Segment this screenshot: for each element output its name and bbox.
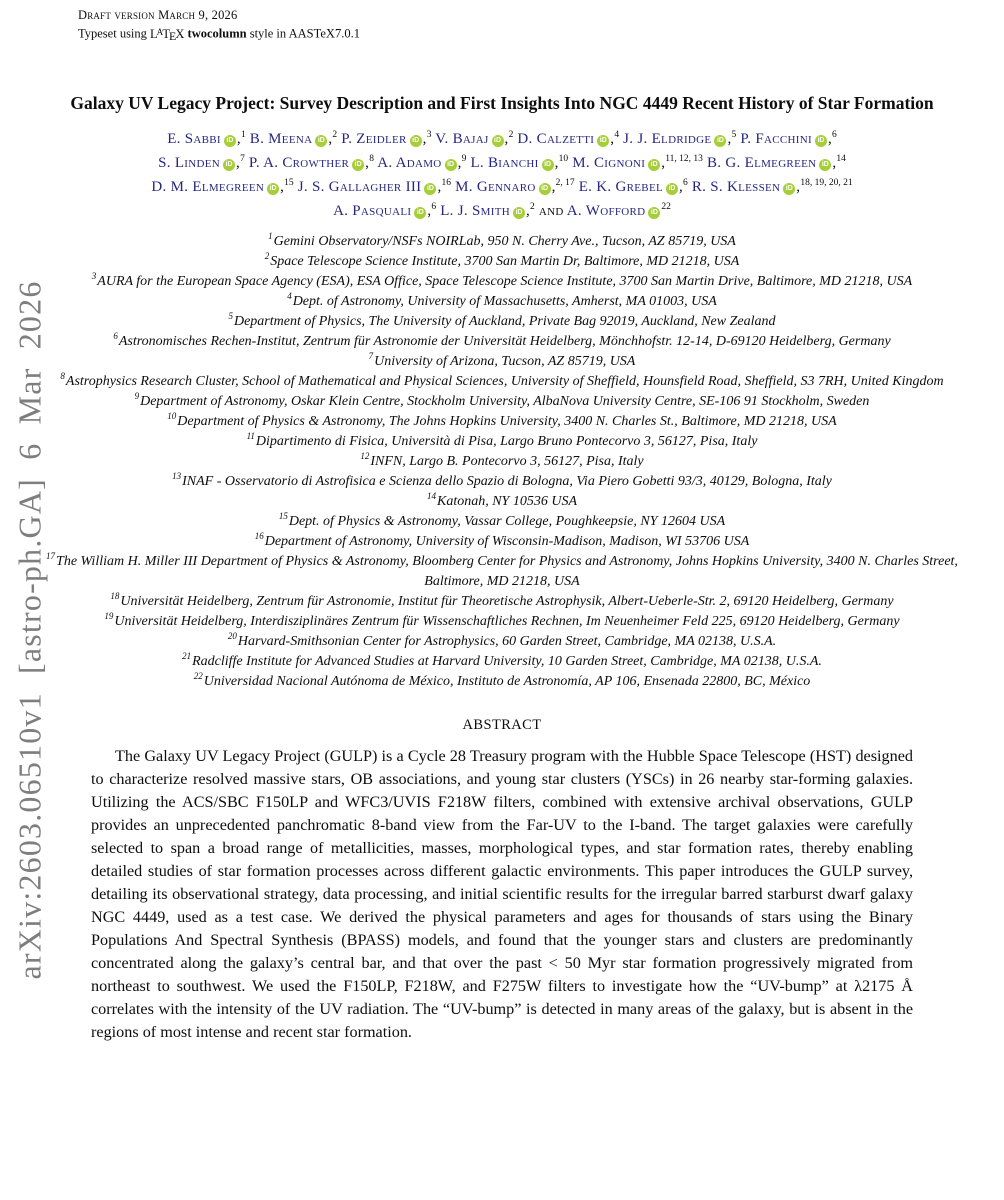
author-name: V. Bajaj	[435, 131, 489, 147]
author-affiliation-number: 6	[832, 130, 837, 140]
orcid-icon[interactable]: iD	[597, 135, 609, 147]
typeset-style-name: twocolumn	[184, 26, 247, 41]
affiliation: $^2$Space Telescope Science Institute, 3700 San Martin Dr, Baltimore, MD 21218, USA	[264, 251, 740, 269]
author-affiliation-number: 2	[508, 130, 514, 140]
orcid-icon[interactable]: iD	[445, 159, 457, 171]
affiliation: $^9$Department of Astronomy, Oskar Klein Centre, Stockholm University, AlbaNova University Centre, SE-106 91 Stockholm, Sweden	[134, 391, 870, 409]
affiliation-number: 20	[227, 631, 237, 642]
affiliation-number: 10	[167, 411, 177, 422]
author-name: B. Meena	[249, 131, 313, 147]
author-affiliation-number: 18, 19, 20, 21	[800, 178, 853, 188]
affiliation-number: 22	[193, 671, 203, 682]
author-affiliation-number: 16	[441, 178, 452, 188]
affiliation-number: 12	[360, 451, 370, 462]
author: R. S. Klessen iD ,$^{18, 19, 20, 21}$	[691, 178, 853, 195]
typeset-suffix: style in AASTeX7.0.1	[246, 26, 360, 41]
affiliation: $^{18}$Universität Heidelberg, Zentrum für Astronomie, Institut für Theoretische Astrophysik, Albert-Ueberle-Str. 2, 69120 Heidelberg, Germany	[110, 591, 894, 609]
affiliation-number: 6	[113, 331, 118, 342]
orcid-icon[interactable]: iD	[542, 159, 554, 171]
author: B. G. Elmegreen iD ,$^{14}$	[706, 154, 846, 171]
affiliation: $^{13}$INAF - Osservatorio di Astrofisica e Scienza dello Spazio di Bologna, Via Piero Gobetti 93/3, 40129, Bologna, Italy	[172, 471, 832, 489]
author-affiliation-number: 2	[332, 130, 338, 140]
author-affiliation-number: 9	[461, 154, 467, 164]
author-affiliation-number: 14	[836, 154, 846, 164]
affiliation-number: 19	[104, 611, 114, 622]
author-line	[0, 199, 1004, 223]
author-affiliation-number: 5	[731, 130, 737, 140]
author-name: A. Wofford	[566, 203, 646, 219]
orcid-icon[interactable]: iD	[648, 159, 660, 171]
author-affiliation-number: 11, 12, 13	[665, 154, 703, 164]
author-name: P. Zeidler	[341, 131, 407, 147]
author: M. Gennaro iD ,$^{2, 17}$	[455, 178, 575, 195]
author-name: D. Calzetti	[517, 131, 595, 147]
affiliation: $^4$Dept. of Astronomy, University of Massachusetts, Amherst, MA 01003, USA	[287, 291, 717, 309]
orcid-icon[interactable]: iD	[648, 207, 660, 219]
author: D. Calzetti iD ,$^4$	[517, 130, 620, 147]
author: A. Adamo iD ,$^9$	[377, 154, 467, 171]
orcid-icon[interactable]: iD	[714, 135, 726, 147]
affiliation-number: 13	[172, 471, 182, 482]
affiliation-number: 14	[426, 491, 436, 502]
arxiv-identifier-banner: arXiv:2603.06510v1 [astro-ph.GA] 6 Mar 2026	[11, 280, 48, 980]
author-name: L. Bianchi	[470, 155, 539, 171]
paper-title: Galaxy UV Legacy Project: Survey Description and First Insights Into NGC 4449 Recent History of Star Formation	[70, 93, 934, 113]
affiliation: $^{11}$Dipartimento di Fisica, Università di Pisa, Largo Bruno Pontecorvo 3, 56127, Pisa, Italy	[246, 431, 758, 449]
affiliation-number: 7	[368, 351, 374, 362]
author-affiliation-number: 6	[431, 202, 437, 212]
orcid-icon[interactable]: iD	[410, 135, 422, 147]
author-list	[0, 127, 1004, 223]
author-name: M. Gennaro	[455, 179, 536, 195]
affiliation-list	[37, 232, 967, 692]
affiliation: $^3$AURA for the European Space Agency (ESA), ESA Office, Space Telescope Science Institute, 3700 San Martin Drive, Baltimore, MD 21218, USA	[91, 271, 913, 289]
author-affiliation-number: 6	[683, 178, 688, 188]
author-affiliation-number: 3	[426, 130, 432, 140]
author-affiliation-number: 7	[240, 154, 245, 164]
affiliation: $^5$Department of Physics, The University of Auckland, Private Bag 92019, Auckland, New Zealand	[228, 311, 776, 329]
affiliation-number: 15	[278, 511, 288, 522]
author: E. K. Grebel iD ,$^6$	[578, 178, 688, 195]
author-name: L. J. Smith	[440, 203, 510, 219]
author: V. Bajaj iD ,$^2$	[435, 130, 514, 147]
author: E. Sabbi iD ,$^1$	[167, 130, 246, 147]
author-affiliation-number: 8	[369, 154, 374, 164]
author-line	[0, 175, 1004, 199]
author-name: E. K. Grebel	[578, 179, 663, 195]
author-name: J. J. Eldridge	[623, 131, 712, 147]
author-name: R. S. Klessen	[691, 179, 781, 195]
author-name: M. Cignoni	[572, 155, 646, 171]
orcid-icon[interactable]: iD	[539, 183, 551, 195]
affiliation: $^{14}$Katonah, NY 10536 USA	[426, 491, 577, 509]
author: P. Zeidler iD ,$^3$	[341, 130, 432, 147]
affiliation: $^{20}$Harvard-Smithsonian Center for Astrophysics, 60 Garden Street, Cambridge, MA 02138, U.S.A.	[227, 631, 777, 649]
affiliation-number: 21	[182, 651, 192, 662]
author-affiliation-number: 15	[284, 178, 294, 188]
affiliation-number: 18	[110, 591, 120, 602]
affiliation-number: 2	[264, 251, 270, 262]
draft-version-line: Draft version March 9, 2026	[78, 8, 238, 22]
author-name: D. M. Elmegreen	[151, 179, 265, 195]
orcid-icon[interactable]: iD	[224, 135, 236, 147]
affiliation: $^{12}$INFN, Largo B. Pontecorvo 3, 56127, Pisa, Italy	[360, 451, 644, 469]
author: S. Linden iD ,$^7$	[158, 154, 245, 171]
author: J. J. Eldridge iD ,$^5$	[623, 130, 737, 147]
author-name: P. Facchini	[740, 131, 812, 147]
affiliation-number: 8	[60, 371, 65, 382]
orcid-icon[interactable]: iD	[513, 207, 525, 219]
author: L. Bianchi iD ,$^{10}$	[470, 154, 569, 171]
author-affiliation-number: 10	[558, 154, 569, 164]
orcid-icon[interactable]: iD	[267, 183, 279, 195]
abstract-heading: ABSTRACT	[462, 717, 542, 733]
affiliation-number: 11	[246, 431, 255, 442]
affiliation-number: 3	[91, 271, 97, 282]
orcid-icon[interactable]: iD	[819, 159, 831, 171]
affiliation: $^{17}$The William H. Miller III Department of Physics & Astronomy, Bloomberg Center for Physics and Astronomy, Johns Hopkins University, 3400 N. Charles Street, Baltimore, MD 21218, USA	[46, 551, 958, 589]
affiliation-number: 16	[254, 531, 264, 542]
orcid-icon[interactable]: iD	[783, 183, 795, 195]
latex-logo: $L^ATEX$	[150, 26, 185, 43]
author-name: A. Pasquali	[333, 203, 412, 219]
affiliation-number: 4	[287, 291, 292, 302]
author: M. Cignoni iD ,$^{11, 12, 13}$	[572, 154, 703, 171]
author-affiliation-number: 2, 17	[555, 178, 575, 188]
author-affiliation-number: 22	[661, 202, 671, 212]
author: A. Pasquali iD ,$^6$	[333, 202, 437, 219]
typeset-line	[78, 24, 1004, 45]
affiliation-number: 9	[134, 391, 140, 402]
orcid-icon[interactable]: iD	[223, 159, 235, 171]
orcid-icon[interactable]: iD	[414, 207, 426, 219]
orcid-icon[interactable]: iD	[315, 135, 327, 147]
orcid-icon[interactable]: iD	[492, 135, 504, 147]
typeset-prefix: Typeset using	[78, 26, 151, 41]
affiliation: $^{21}$Radcliffe Institute for Advanced Studies at Harvard University, 10 Garden Street, Cambridge, MA 02138, U.S.A.	[182, 651, 822, 669]
affiliation: $^1$Gemini Observatory/NSFs NOIRLab, 950 N. Cherry Ave., Tucson, AZ 85719, USA	[268, 231, 736, 249]
orcid-icon[interactable]: iD	[666, 183, 678, 195]
author: D. M. Elmegreen iD ,$^{15}$	[151, 178, 294, 195]
author-conjunction: and	[538, 203, 567, 219]
author-line	[0, 127, 1004, 151]
author: B. Meena iD ,$^2$	[249, 130, 338, 147]
author-affiliation-number: 1	[240, 130, 246, 140]
author-name: A. Adamo	[377, 155, 442, 171]
author-line	[0, 151, 1004, 175]
author: P. Facchini iD ,$^6$	[740, 130, 837, 147]
affiliation-number: 1	[268, 231, 273, 242]
affiliation: $^8$Astrophysics Research Cluster, School of Mathematical and Physical Sciences, University of Sheffield, Hounsfield Road, Sheffield, S3 7RH, United Kingdom	[60, 371, 944, 389]
affiliation: $^6$Astronomisches Rechen-Institut, Zentrum für Astronomie der Universität Heidelberg, Mönchhofstr. 12-14, D-69120 Heidelberg, Germany	[113, 331, 891, 349]
affiliation: $^{16}$Department of Astronomy, University of Wisconsin-Madison, Madison, WI 53706 USA	[254, 531, 750, 549]
orcid-icon[interactable]: iD	[424, 183, 436, 195]
author: P. A. Crowther iD ,$^8$	[248, 154, 374, 171]
author-affiliation-number: 2	[530, 202, 535, 212]
affiliation: $^{19}$Universität Heidelberg, Interdisziplinäres Zentrum für Wissenschaftliches Rechnen, Im Neuenheimer Feld 225, 69120 Heidelberg, Germany	[104, 611, 900, 629]
affiliation: $^{10}$Department of Physics & Astronomy, The Johns Hopkins University, 3400 N. Charles St., Baltimore, MD 21218, USA	[167, 411, 837, 429]
author-name: B. G. Elmegreen	[706, 155, 817, 171]
affiliation-number: 5	[228, 311, 233, 322]
orcid-icon[interactable]: iD	[815, 135, 827, 147]
affiliation: $^{15}$Dept. of Physics & Astronomy, Vassar College, Poughkeepsie, NY 12604 USA	[278, 511, 726, 529]
author: L. J. Smith iD ,$^2$	[440, 202, 535, 219]
author-name: E. Sabbi	[167, 131, 221, 147]
affiliation: $^7$University of Arizona, Tucson, AZ 85719, USA	[368, 351, 636, 369]
affiliation-number: 17	[46, 551, 56, 562]
author-name: S. Linden	[158, 155, 220, 171]
affiliation: $^{22}$Universidad Nacional Autónoma de México, Instituto de Astronomía, AP 106, Ensenada 22800, BC, México	[193, 671, 811, 689]
author-affiliation-number: 4	[614, 130, 620, 140]
abstract-text: The Galaxy UV Legacy Project (GULP) is a Cycle 28 Treasury program with the Hubble Space Telescope (HST) designed to characterize resolved massive stars, OB associations, and young star clusters (YSCs) in 26 nearby star-forming galaxies. Utilizing the ACS/SBC F150LP and WFC3/UVIS F218W filters, combined with extensive archival observations, GULP provides an unprecedented panchromatic 8-band view from the Far-UV to the I-band. The target galaxies were carefully selected to span a broad range of metallicities, masses, morphological types, and star formation rates, thereby enabling detailed studies of star formation processes across different galactic environments. This paper introduces the GULP survey, detailing its observational strategy, data processing, and initial scientific results for the irregular barred starburst dwarf galaxy NGC 4449, used as a test case. We derived the physical parameters and ages for thousands of stars using the Binary Populations And Spectral Synthesis (BPASS) models, and found that the younger stars and clusters are predominantly concentrated along the galaxy’s central bar, and that over the past < 50 Myr star formation progressively migrated from northeast to southwest. We used the F150LP, F218W, and F275W filters to investigate how the “UV-bump” at λ2175 Å correlates with the intensity of the UV radiation. The “UV-bump” is detected in many areas of the galaxy, but is absent in the regions of most intense and recent star formation.	[91, 747, 913, 1041]
author	[539, 203, 671, 219]
author: J. S. Gallagher III iD ,$^{16}$	[297, 178, 452, 195]
author-name: J. S. Gallagher III	[297, 179, 422, 195]
author-name: P. A. Crowther	[248, 155, 350, 171]
draft-header	[0, 0, 1004, 45]
orcid-icon[interactable]: iD	[352, 159, 364, 171]
